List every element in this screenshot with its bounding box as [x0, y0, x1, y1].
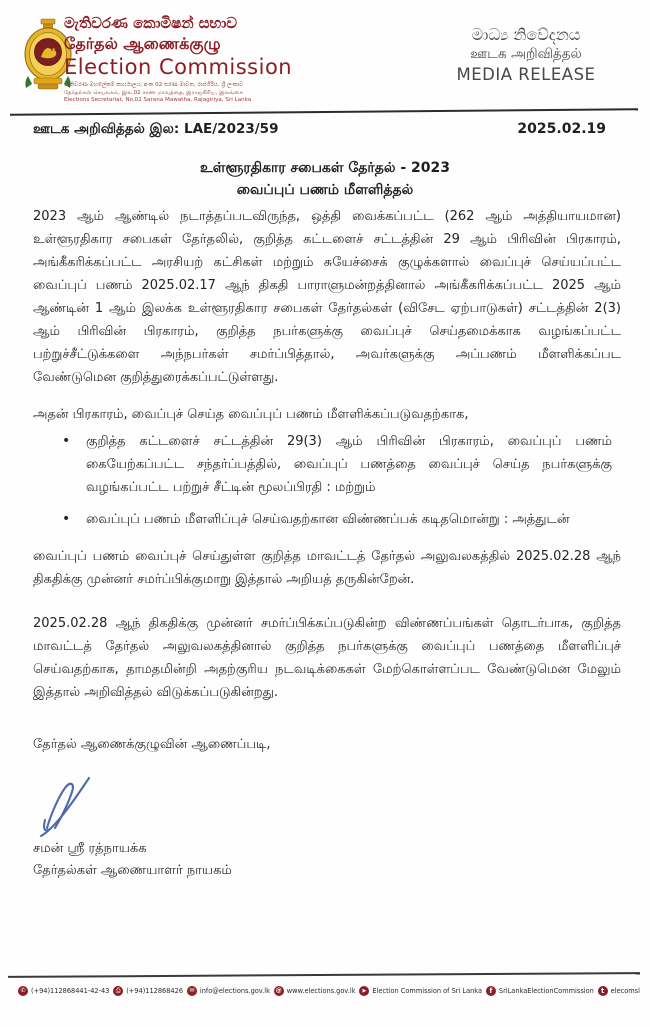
signatory-designation: தேர்தல்கள் ஆணையாளர் நாயகம்: [33, 863, 232, 878]
footer-fax: [113, 986, 183, 996]
twitter-icon: [598, 986, 608, 996]
fax-icon: [113, 986, 123, 996]
paragraph-3: வைப்புப் பணம் வைப்புச் செய்துள்ள குறித்த மாவட்டத் தேர்தல் அலுவலகத்தில் 2025.02.28 ஆந் திகதிக்கு முன்னர் சமர்ப்பிக்குமாறு இத்தால் அறியத் தருகின்றேன்.: [33, 549, 621, 587]
release-date: 2025.02.19: [517, 121, 606, 137]
closing-line: தேர்தல் ஆணைக்குழுவின் ஆணைப்படி,: [33, 737, 271, 752]
paragraph-2-intro: அதன் பிரகாரம், வைப்புச் செய்த வைப்புப் பணம் மீளளிக்கப்படுவதற்காக,: [33, 407, 469, 422]
media-release-english: MEDIA RELEASE: [456, 65, 596, 84]
email-icon: [187, 986, 197, 996]
commission-name-tamil: தேர்தல் ஆணைக்குழு: [64, 34, 221, 53]
website-url: www.elections.gov.lk: [286, 987, 356, 995]
email-address: info@elections.gov.lk: [199, 987, 270, 995]
title-line-2: வைப்புப் பணம் மீளளித்தல்: [236, 182, 414, 198]
phone-number: (+94)112868441-42-43: [31, 987, 110, 995]
twitter-handle: elecomsl: [610, 987, 640, 995]
youtube-icon: [359, 986, 369, 996]
bullet-item-2: • வைப்புப் பணம் மீளளிப்புச் செய்வதற்கான விண்ணப்பக் கடிதமொன்று : அத்துடன்: [60, 508, 612, 531]
facebook-page: SriLankaElectionCommission: [498, 987, 594, 995]
media-release-sinhala: මාධ්‍ය නිවේදනය: [471, 25, 581, 44]
commission-name-english: Election Commission: [64, 55, 293, 79]
footer-youtube[interactable]: [359, 986, 482, 996]
signature-image: [37, 770, 157, 842]
address-sinhala: මැතිවරණ මහලේකම් කාර්යාලය, අංක 02 සරණ මාවත, රාජගිරිය, ශ්‍රී ලංකාව: [64, 82, 244, 88]
letterhead: [20, 14, 630, 110]
phone-icon: [18, 986, 28, 996]
globe-icon: [274, 986, 284, 996]
address-english: Elections Secretariat, No.02 Sarana Mawatha, Rajagiriya, Sri Lanka: [64, 97, 252, 103]
footer-website[interactable]: [274, 986, 356, 996]
footer-facebook[interactable]: [486, 986, 594, 996]
commission-name-block: [64, 14, 324, 105]
footer-contact-strip: [18, 986, 640, 996]
bullet-item-1: • குறித்த கட்டளைச் சட்டத்தின் 29(3) ஆம் பிரிவின் பிரகாரம், வைப்புப் பணம் கையேற்கப்பட்ட சந்தர்ப்பத்தில், வைப்புப் பணத்தை வைப்புச் செய்த நபர்களுக்கு வழங்கப்பட்ட பற்றுச் சீட்டின் மூலப்பிரதி : மற்றும்: [60, 430, 612, 499]
signature-block: [33, 770, 333, 882]
media-release-heading: [446, 24, 606, 86]
commission-name-sinhala: මැතිවරණ කොමිෂන් සභාව: [64, 14, 238, 32]
reference-row: [33, 121, 620, 139]
footer-phone: [18, 986, 109, 996]
footer-twitter[interactable]: [598, 986, 640, 996]
fax-number: (+94)112868426: [126, 987, 184, 995]
release-number: ஊடக அறிவித்தல் இல: LAE/2023/59: [33, 121, 279, 137]
requirements-bullet-list: [60, 430, 612, 540]
footer-divider-line: [8, 972, 640, 977]
secretariat-address: [64, 82, 294, 105]
media-release-tamil: ஊடக அறிவித்தல்: [470, 46, 582, 62]
paragraph-4: 2025.02.28 ஆந் திகதிக்கு முன்னர் சமர்ப்பிக்கப்படுகின்ற விண்ணப்பங்கள் தொடர்பாக, குறித்த மாவட்டத் தேர்தல் அலுவலகத்தினால் குறித்த நபர்களுக்கு வைப்புப் பணத்தை மீளளிப்புச் செய்வதற்காக, தாமதமின்றி அதற்குரிய நடவடிக்கைகள் மேற்கொள்ளப்பட வேண்டுமென மேலும் இத்தால் அறிவித்தல் விடுக்கப்படுகின்றது.: [33, 616, 621, 700]
footer-email[interactable]: [187, 986, 270, 996]
signatory-name: சமன் ஸ்ரீ ரத்நாயக்க: [33, 841, 147, 856]
title-line-1: உள்ளூரதிகார சபைகள் தேர்தல் - 2023: [200, 160, 450, 176]
facebook-icon: [486, 986, 496, 996]
youtube-channel: Election Commission of Sri Lanka: [372, 987, 483, 995]
paragraph-1: 2023 ஆம் ஆண்டில் நடாத்தப்படவிருந்த, ஒத்தி வைக்கப்பட்ட (262 ஆம் அத்தியாயமான) உள்ளூரதிகார சபைகள் தேர்தலில், குறித்த கட்டளைச் சட்டத்தின் 29 ஆம் பிரிவின் பிரகாரம், அங்கீகரிக்கப்பட்ட அரசியற் கட்சிகள் மற்றும் சுயேச்சைக் குழுக்களால் வைப்புச் செய்யப்பட்ட வைப்புப் பணம் 2025.02.17 ஆந் திகதி பாராளுமன்றத்தினால் அங்கீகரிக்கப்பட்ட 2025 ஆம் ஆண்டின் 1 ஆம் இலக்க உள்ளூரதிகார சபைகள் தேர்தல்கள் (விசேட ஏற்பாடுகள்) சட்டத்தின் 2(3) ஆம் பிரிவின் பிரகாரம், குறித்த நபர்களுக்கு வைப்புச் செய்தமைக்காக வழங்கப்பட்ட பற்றுச்சீட்டுக்களை அந்நபர்கள் சமர்ப்பித்தால், அவர்களுக்கு அப்பணம் மீளளிக்கப்பட வேண்டுமென குறித்துரைக்கப்பட்டுள்ளது.: [33, 209, 621, 385]
document-title: [0, 157, 650, 201]
address-tamil: தேர்தல்கள் செயலகம், இல.02 சரண மாவத்தை, இராஜகிரிய, இலங்கை: [64, 89, 244, 96]
